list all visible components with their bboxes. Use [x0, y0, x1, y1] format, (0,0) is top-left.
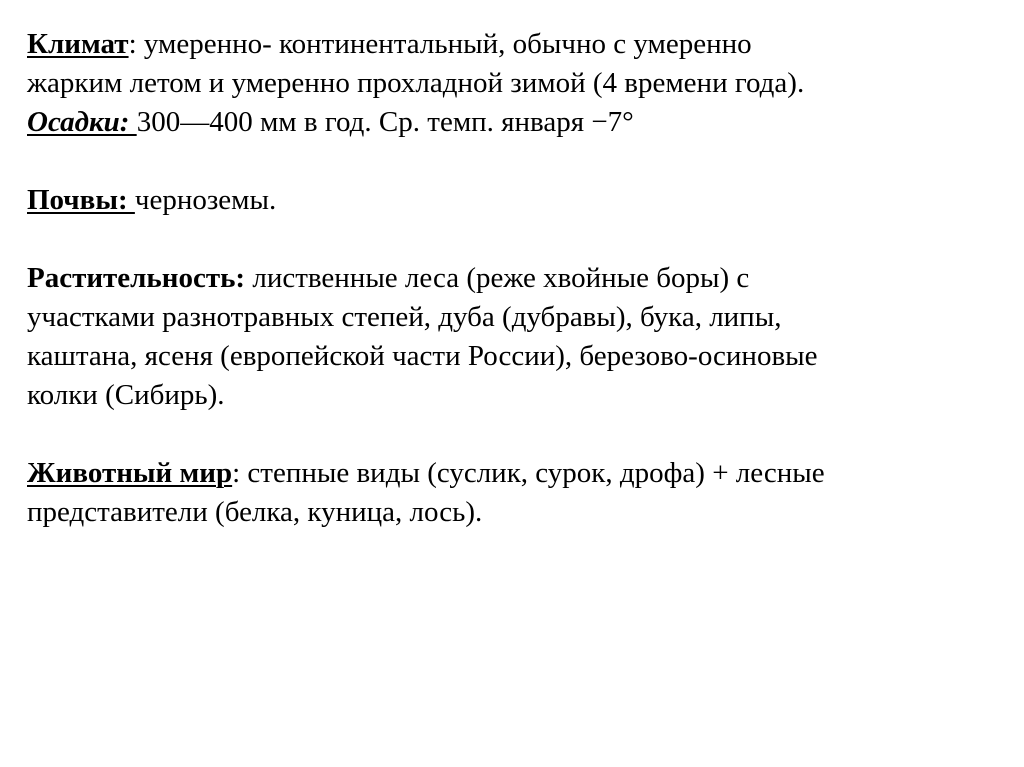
precipitation-line	[27, 103, 994, 142]
vegetation-line-3-text: каштана, ясеня (европейской части России), березово-осиновые	[27, 340, 818, 372]
precipitation-text: 300—400 мм в год. Ср. темп. января −7°	[136, 106, 634, 138]
vegetation-line-4-text: колки (Сибирь).	[27, 379, 225, 411]
soils-label: Почвы:	[27, 184, 135, 216]
fauna-label: Животный мир	[27, 457, 233, 489]
climate-line-1-text: : умеренно- континентальный, обычно с умеренно	[128, 28, 752, 60]
climate-line-1	[27, 25, 994, 64]
vegetation-line-2	[27, 298, 994, 337]
vegetation-line-2-text: участками разнотравных степей, дуба (дубравы), бука, липы,	[27, 301, 782, 333]
vegetation-line-4	[27, 376, 994, 415]
climate-line-2-text: жарким летом и умеренно прохладной зимой (4 времени года).	[27, 67, 805, 99]
vegetation-paragraph	[27, 259, 994, 415]
fauna-paragraph	[27, 454, 994, 532]
climate-line-2	[27, 64, 994, 103]
soils-text: черноземы.	[134, 184, 277, 216]
fauna-line-1	[27, 454, 994, 493]
vegetation-label: Растительность:	[27, 262, 246, 294]
precipitation-label: Осадки:	[27, 106, 137, 138]
vegetation-line-3	[27, 337, 994, 376]
vegetation-line-1-text: лиственные леса (реже хвойные боры) с	[245, 262, 750, 294]
climate-paragraph	[27, 25, 994, 142]
fauna-line-1-text: : степные виды (суслик, сурок, дрофа) + лесные	[232, 457, 825, 489]
soils-paragraph	[27, 181, 994, 220]
fauna-line-2	[27, 493, 994, 532]
soils-line	[27, 181, 994, 220]
climate-label: Климат	[27, 28, 129, 60]
vegetation-line-1	[27, 259, 994, 298]
fauna-line-2-text: представители (белка, куница, лось).	[27, 496, 483, 528]
